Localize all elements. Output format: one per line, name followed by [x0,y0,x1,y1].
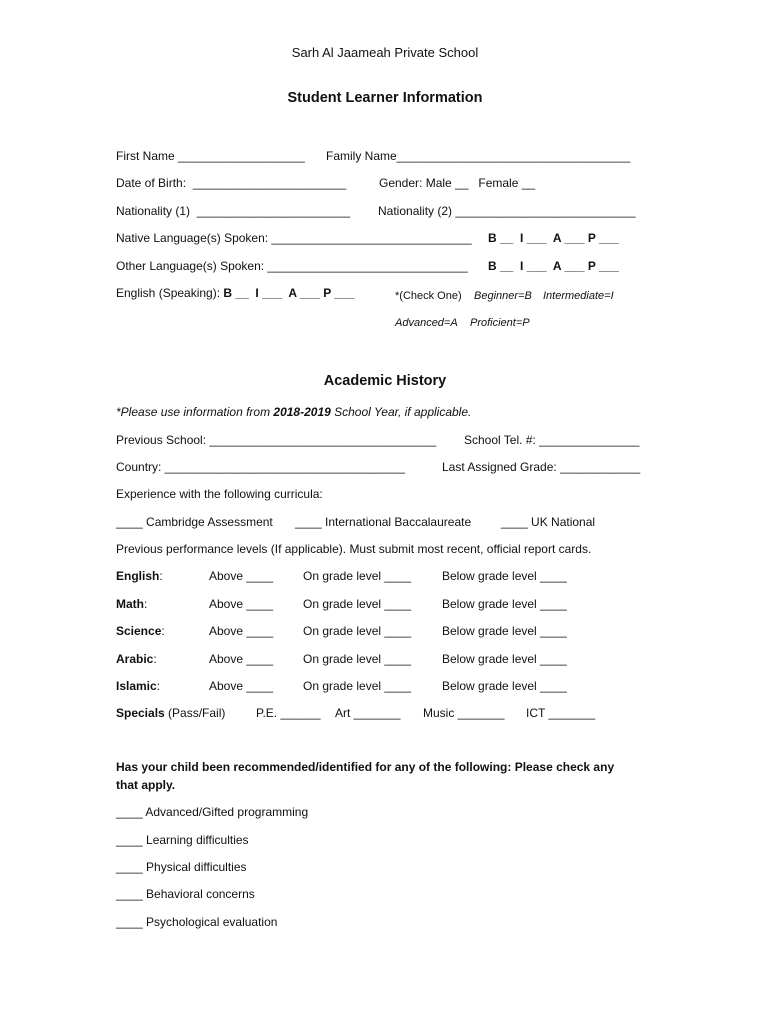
academic-note-year: 2018-2019 [273,405,331,419]
legend-beginner: Beginner=B [474,290,532,302]
subject-name: Islamic [116,679,157,693]
subject-below[interactable]: Below grade level ____ [442,597,567,611]
subject-row: English: [116,569,163,583]
nationality-1-field[interactable]: Nationality (1) _______________________ [116,204,351,218]
subject-below[interactable]: Below grade level ____ [442,679,567,693]
english-speaking-level[interactable]: B __ I ___ A ___ P ___ [223,286,355,300]
school-tel-field[interactable]: School Tel. #: _______________ [464,433,640,447]
recommend-question-cont: that apply. [116,778,176,792]
recommend-item-psychological[interactable]: ____ Psychological evaluation [116,915,278,929]
subject-row: Arabic: [116,652,157,666]
english-speaking-row [116,287,354,299]
special-music[interactable]: Music _______ [423,706,505,720]
subject-name: English [116,569,160,583]
subject-above[interactable]: Above ____ [209,624,274,638]
recommend-question: Has your child been recommended/identified for any of the following: Please check any [116,760,615,774]
subject-below[interactable]: Below grade level ____ [442,624,567,638]
subject-row: Islamic: [116,679,161,693]
date-of-birth-field[interactable]: Date of Birth: _______________________ [116,176,347,190]
nationality-2-field[interactable]: Nationality (2) ___________________________ [378,204,636,218]
native-language-field[interactable]: Native Language(s) Spoken: ______________________________ [116,231,472,245]
curriculum-ib[interactable]: ____ International Baccalaureate [295,515,472,529]
subject-name: Arabic [116,652,154,666]
country-field[interactable]: Country: ____________________________________ [116,460,405,474]
subject-below[interactable]: Below grade level ____ [442,569,567,583]
native-language-level[interactable]: B __ I ___ A ___ P ___ [488,231,619,245]
other-language-field[interactable]: Other Language(s) Spoken: ______________________________ [116,259,468,273]
legend-intermediate: Intermediate=I [543,290,614,302]
subject-above[interactable]: Above ____ [209,597,274,611]
subject-name: Math [116,597,144,611]
subject-above[interactable]: Above ____ [209,679,274,693]
subject-on-grade[interactable]: On grade level ____ [303,624,412,638]
special-ict[interactable]: ICT _______ [526,706,596,720]
family-name-field[interactable]: Family Name___________________________________ [326,149,631,163]
subject-on-grade[interactable]: On grade level ____ [303,597,412,611]
academic-history-heading: Academic History [323,373,447,389]
subject-above[interactable]: Above ____ [209,652,274,666]
academic-note: *Please use information from 2018-2019 School Year, if applicable. [116,405,472,419]
first-name-field[interactable]: First Name ___________________ [116,149,305,163]
subject-row: Science: [116,624,165,638]
subject-above[interactable]: Above ____ [209,569,274,583]
check-one-note: *(Check One) [395,290,462,302]
form-title: Student Learner Information [287,90,483,106]
subject-on-grade[interactable]: On grade level ____ [303,652,412,666]
subject-on-grade[interactable]: On grade level ____ [303,569,412,583]
legend-advanced: Advanced=A [395,317,458,329]
last-grade-field[interactable]: Last Assigned Grade: ____________ [442,460,641,474]
specials-label: Specials (Pass/Fail) [116,706,226,720]
performance-note: Previous performance levels (If applicable). Must submit most recent, official report cards. [116,542,592,556]
recommend-item-behavioral[interactable]: ____ Behavioral concerns [116,887,255,901]
other-language-level[interactable]: B __ I ___ A ___ P ___ [488,259,619,273]
previous-school-field[interactable]: Previous School: __________________________________ [116,433,437,447]
subject-below[interactable]: Below grade level ____ [442,652,567,666]
subject-on-grade[interactable]: On grade level ____ [303,679,412,693]
gender-field[interactable]: Gender: Male __ Female __ [379,176,536,190]
recommend-item-gifted[interactable]: ____ Advanced/Gifted programming [116,805,309,819]
english-speaking-label: English (Speaking): [116,286,224,300]
subject-name: Science [116,624,162,638]
special-pe[interactable]: P.E. ______ [256,706,321,720]
recommend-item-physical[interactable]: ____ Physical difficulties [116,860,247,874]
curricula-label: Experience with the following curricula: [116,487,323,501]
curriculum-uk[interactable]: ____ UK National [501,515,596,529]
recommend-item-learning[interactable]: ____ Learning difficulties [116,833,249,847]
curriculum-cambridge[interactable]: ____ Cambridge Assessment [116,515,273,529]
legend-proficient: Proficient=P [470,317,530,329]
school-name: Sarh Al Jaameah Private School [291,45,479,60]
special-art[interactable]: Art _______ [335,706,401,720]
subject-row: Math: [116,597,148,611]
